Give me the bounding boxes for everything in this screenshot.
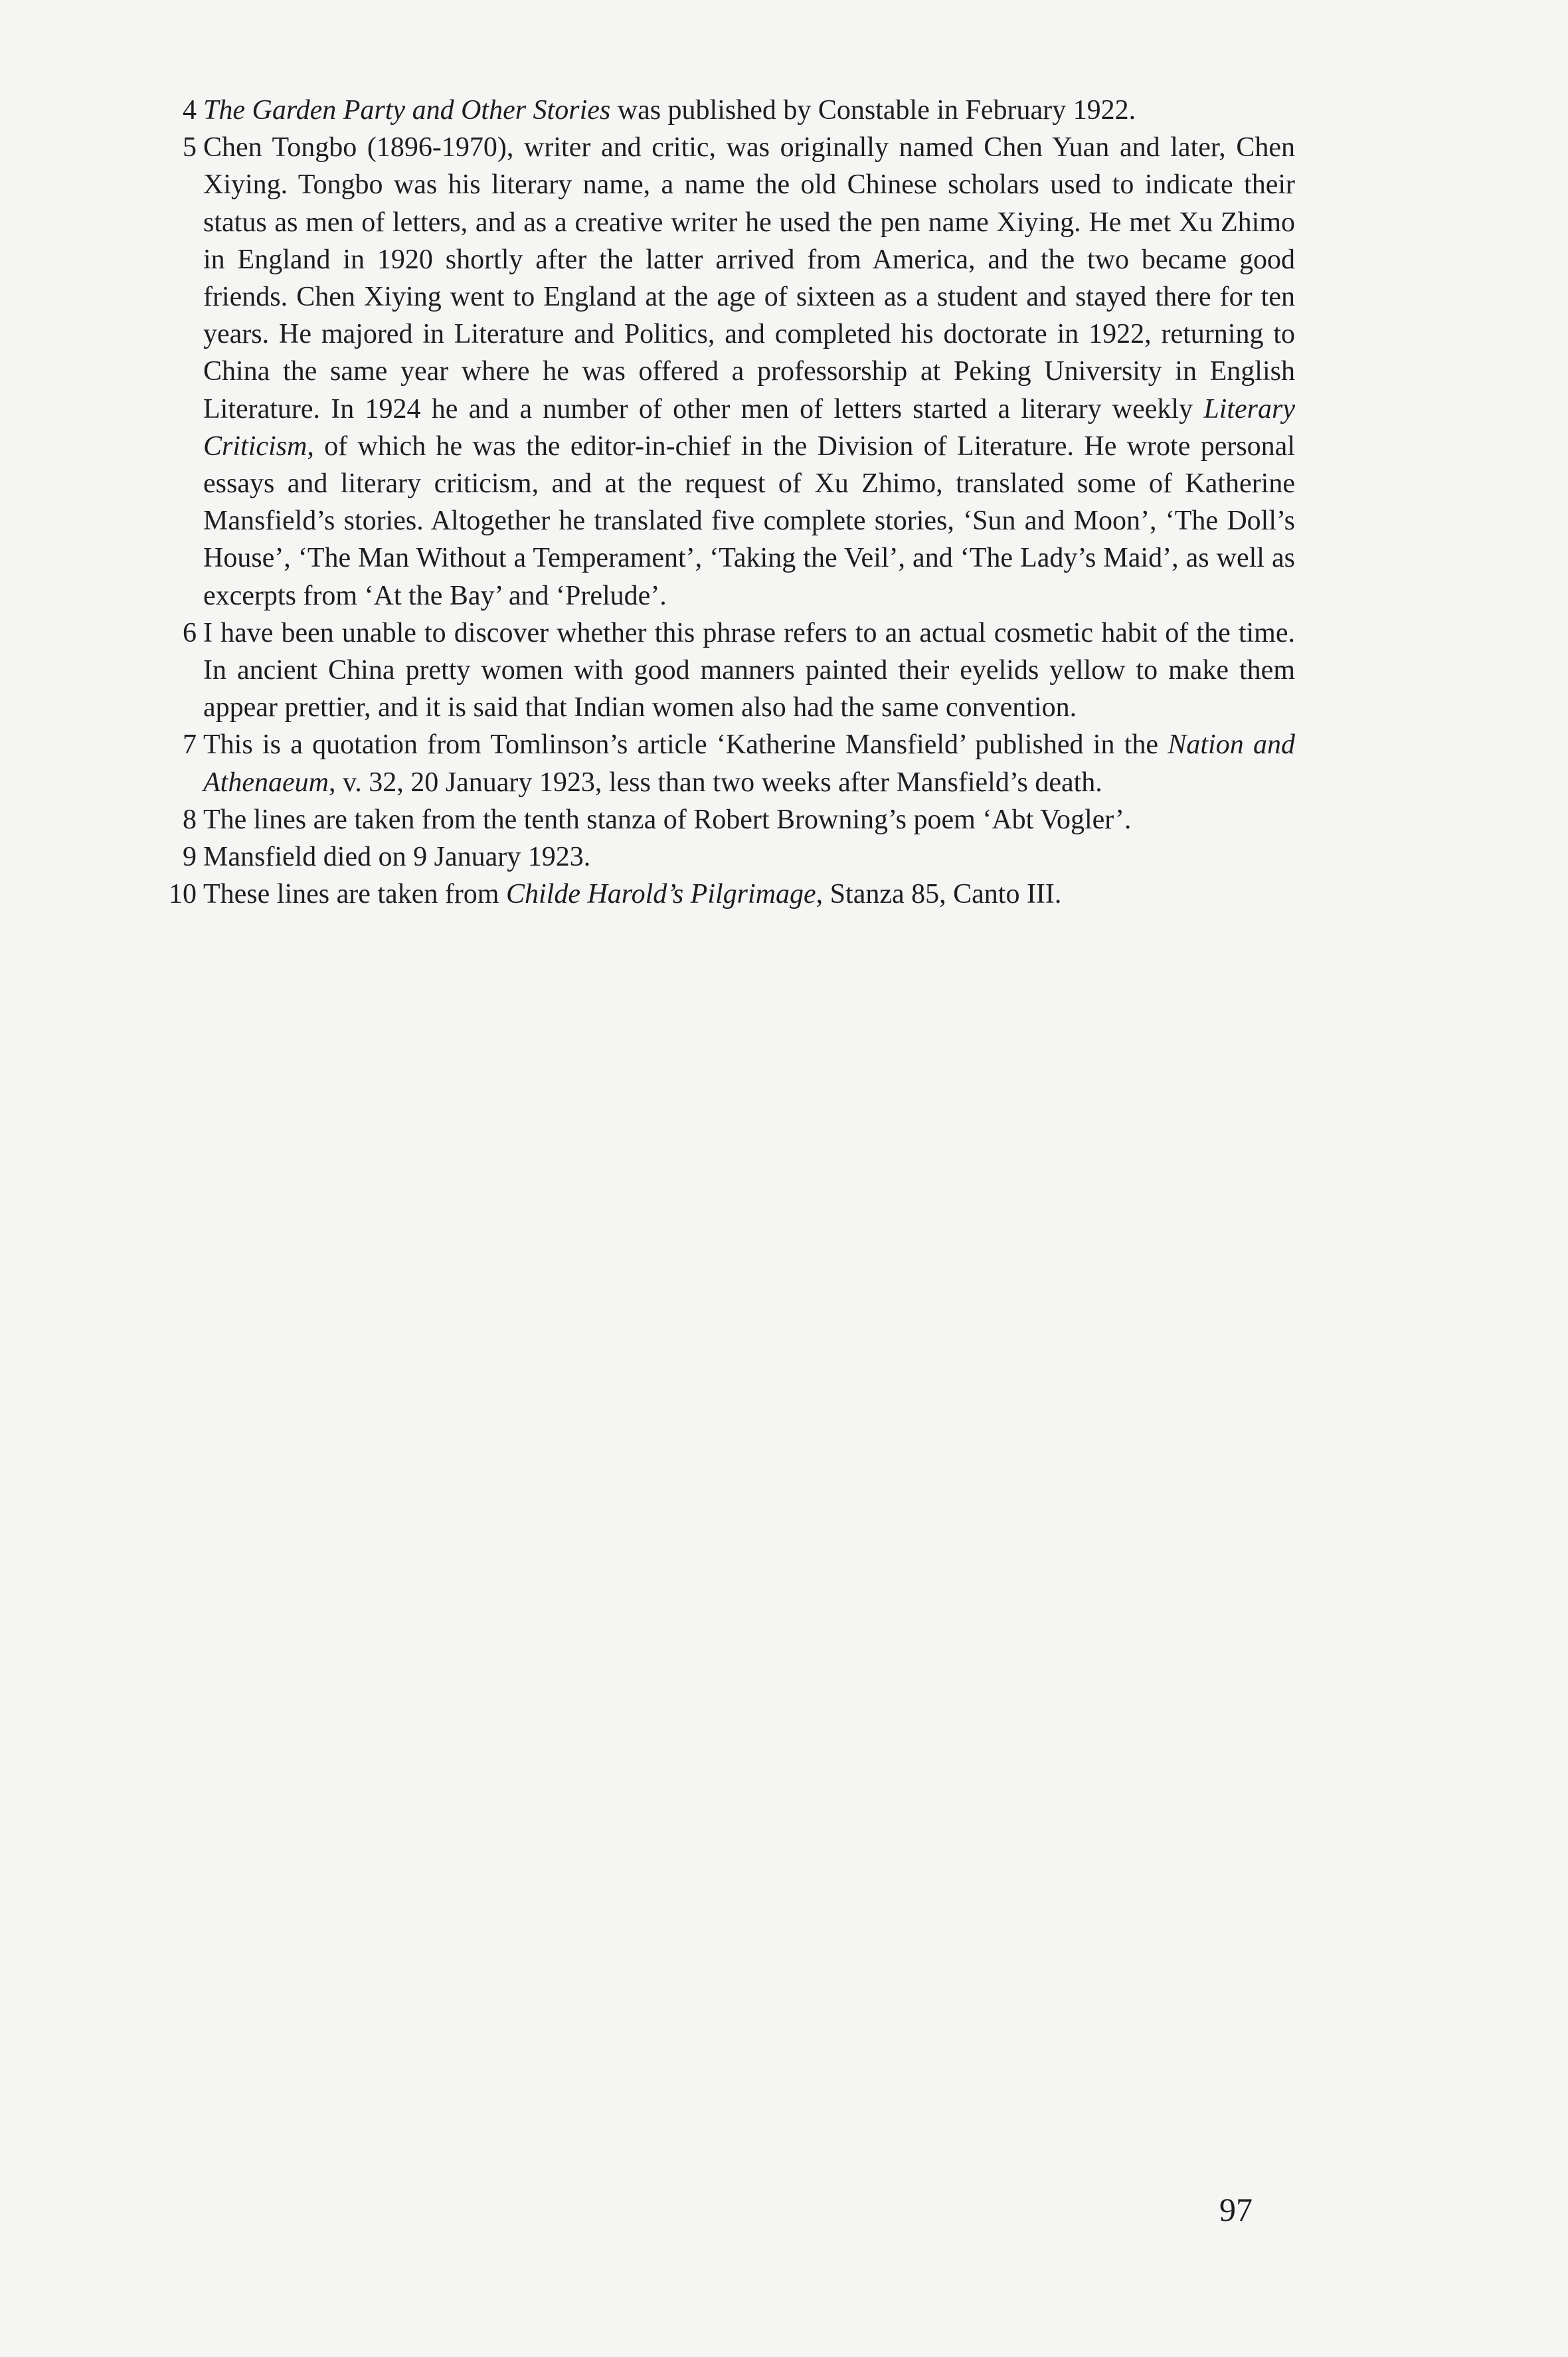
endnote-number: 5 [183, 132, 197, 163]
endnote [153, 876, 1295, 913]
endnotes-list [153, 92, 1295, 913]
text-run: Chen Tongbo (1896-1970), writer and critic, was originally named Chen Yuan and later, Chen Xiying. Tongbo was his literary name, a name the old Chinese scholars used to indicate their status as men of letters, and as a creative writer he used the pen name Xiying. He met Xu Zhimo in England in 1920 shortly after the latter arrived from America, and the two became good friends. Chen Xiying went to England at the age of sixteen as a student and stayed there for ten years. He majored in Literature and Politics, and completed his doctorate in 1922, returning to China the same year where he was offered a professorship at Peking University in English Literature. In 1924 he and a number of other men of letters started a literary weekly [203, 132, 1295, 424]
text-run: Mansfield died on 9 January 1923. [203, 842, 591, 873]
endnote [153, 838, 1295, 876]
endnote-text [203, 92, 1295, 129]
endnote-text [203, 726, 1295, 801]
endnote [153, 92, 1295, 129]
text-run: These lines are taken from [203, 879, 506, 910]
endnote-number: 8 [183, 804, 197, 835]
endnote-number: 4 [183, 95, 197, 126]
endnote-number: 9 [183, 842, 197, 873]
italic-title: Childe Harold’s Pilgrimage [505, 879, 816, 910]
endnote [153, 726, 1295, 801]
text-run: , v. 32, 20 January 1923, less than two weeks after Mansfield’s death. [328, 767, 1102, 798]
endnote-number: 7 [183, 729, 197, 761]
endnote [153, 614, 1295, 727]
page-number: 97 [1219, 2191, 1253, 2228]
endnote-text [203, 129, 1295, 614]
endnote-number: 10 [169, 879, 197, 910]
italic-title: Literary Criticism [203, 393, 1295, 462]
endnote [153, 801, 1295, 838]
endnote-number: 6 [183, 617, 197, 648]
endnote [153, 129, 1295, 614]
text-run: was published by Constable in February 1922. [610, 95, 1136, 126]
text-run: The lines are taken from the tenth stanza of Robert Browning’s poem ‘Abt Vogler’. [203, 804, 1132, 835]
endnote-text [203, 838, 1295, 876]
text-run: , of which he was the editor-in-chief in the Division of Literature. He wrote personal essays and literary criticism, and at the request of Xu Zhimo, translated some of Katherine Mansfield’s stories. Altogether he translated five complete stories, ‘Sun and Moon’, ‘The Doll’s House’, ‘The Man Without a Temperament’, ‘Taking the Veil’, and ‘The Lady’s Maid’, as well as excerpts from ‘At the Bay’ and ‘Prelude’. [203, 430, 1295, 611]
endnote-text [203, 801, 1295, 838]
endnote-text [203, 876, 1295, 913]
text-run: I have been unable to discover whether this phrase refers to an actual cosmetic habit of the time. In ancient China pretty women with good manners painted their eyelids yellow to make them appear prettier, and it is said that Indian women also had the same convention. [203, 617, 1295, 723]
endnote-text [203, 614, 1295, 727]
text-run: , Stanza 85, Canto III. [816, 879, 1062, 910]
italic-title: Nation and Athenaeum [203, 729, 1295, 798]
text-run: This is a quotation from Tomlinson’s article ‘Katherine Mansfield’ published in the [203, 729, 1168, 761]
italic-title: The Garden Party and Other Stories [203, 95, 611, 126]
